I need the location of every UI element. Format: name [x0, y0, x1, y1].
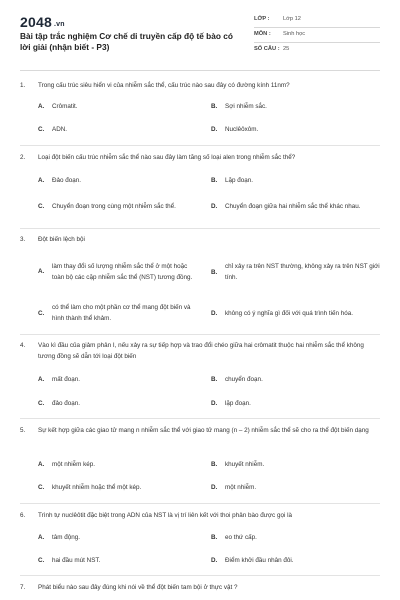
- option-text: khuyết nhiễm.: [225, 461, 265, 468]
- option-letter: A.: [38, 534, 45, 541]
- option-3a[interactable]: [38, 255, 200, 288]
- option-text: Chuyển đoạn giữa hai nhiễm sắc thể khác nhau.: [225, 202, 361, 210]
- option-letter: B.: [211, 177, 218, 184]
- meta-label-count: SỐ CÂU :: [254, 46, 280, 52]
- option-letter: D.: [211, 202, 218, 210]
- option-1c[interactable]: [38, 124, 200, 135]
- option-2a[interactable]: [38, 175, 200, 186]
- question-stem: Trình tự nuclêôtit đặc biệt trong ADN của NST là vị trí liên kết với thoi phân bào được gọi là: [38, 512, 292, 519]
- option-2b[interactable]: [211, 175, 381, 186]
- option-text: Chuyển đoạn trong cùng một nhiễm sắc thể.: [52, 202, 176, 210]
- option-4b[interactable]: [211, 374, 381, 385]
- option-letter: A.: [38, 268, 45, 275]
- option-letter: B.: [211, 461, 218, 468]
- option-1b[interactable]: [211, 101, 381, 112]
- site-logo[interactable]: [20, 14, 65, 30]
- option-text: ADN.: [52, 126, 68, 133]
- logo-main: 2048: [20, 14, 52, 30]
- meta-value-count: 25: [283, 46, 290, 52]
- meta-label-subject: MÔN :: [254, 31, 271, 37]
- logo-suffix: .vn: [53, 21, 65, 28]
- question-1: [20, 80, 380, 91]
- option-text: không có ý nghĩa gì đối với quá trình tiến hóa.: [225, 309, 354, 317]
- option-3c[interactable]: [38, 302, 200, 324]
- option-text: mất đoạn.: [52, 376, 81, 383]
- option-letter: C.: [38, 202, 45, 210]
- option-letter: C.: [38, 126, 45, 133]
- option-letter: B.: [211, 103, 218, 110]
- option-4d[interactable]: [211, 398, 381, 409]
- option-text: tâm động.: [52, 534, 81, 541]
- question-separator: [20, 503, 380, 504]
- option-6a[interactable]: [38, 532, 200, 543]
- option-letter: D.: [211, 484, 218, 491]
- option-text: chỉ xảy ra trên NST thường, không xảy ra trên NST giới tính.: [225, 263, 380, 281]
- question-number: 4.: [20, 342, 26, 349]
- option-letter: A.: [38, 103, 45, 110]
- question-stem: Trong cấu trúc siêu hiển vi của nhiễm sắc thể, cấu trúc nào sau đây có đường kính 11nm?: [38, 82, 290, 89]
- meta-label-class: LỚP :: [254, 16, 270, 22]
- option-letter: A.: [38, 177, 45, 184]
- option-text: một nhiễm kép.: [52, 461, 96, 468]
- option-letter: D.: [211, 557, 218, 564]
- option-letter: D.: [211, 126, 218, 133]
- option-2d[interactable]: [211, 195, 381, 217]
- header-divider: [20, 70, 380, 71]
- worksheet-title: Bài tập trắc nghiệm Cơ chế di truyền cấp độ tế bào có lời giải (nhận biết - P3): [20, 31, 233, 52]
- question-2: [20, 152, 380, 163]
- option-5b[interactable]: [211, 459, 381, 470]
- option-text: eo thứ cấp.: [225, 534, 257, 541]
- option-5c[interactable]: [38, 482, 200, 493]
- question-3: [20, 234, 380, 245]
- question-stem: Phát biểu nào sau đây đúng khi nói về thể đột biến tam bội ở thực vật ?: [38, 584, 238, 591]
- option-text: Sợi nhiễm sắc.: [225, 103, 267, 110]
- option-text: có thể làm cho một phần cơ thể mang đột biến và hình thành thể khảm.: [52, 304, 191, 322]
- option-3d[interactable]: [211, 302, 381, 324]
- option-letter: C.: [38, 309, 45, 317]
- option-5d[interactable]: [211, 482, 381, 493]
- question-number: 5.: [20, 427, 26, 434]
- question-stem: Loại đột biến cấu trúc nhiễm sắc thể nào sau đây làm tăng số loại alen trong nhiễm sắc thể?: [38, 154, 296, 161]
- option-1d[interactable]: [211, 124, 381, 135]
- option-text: Nuclêôxôm.: [225, 126, 259, 133]
- option-letter: A.: [38, 376, 45, 383]
- option-letter: C.: [38, 484, 45, 491]
- question-6: [20, 510, 380, 521]
- option-6c[interactable]: [38, 555, 200, 566]
- question-separator: [20, 334, 380, 335]
- option-text: lặp đoạn.: [225, 400, 251, 407]
- option-2c[interactable]: [38, 195, 200, 217]
- option-1a[interactable]: [38, 101, 200, 112]
- option-text: khuyết nhiễm hoặc thể một kép.: [52, 484, 142, 491]
- option-letter: D.: [211, 309, 218, 317]
- option-4a[interactable]: [38, 374, 200, 385]
- question-7: [20, 582, 380, 593]
- option-letter: B.: [211, 376, 218, 383]
- option-letter: C.: [38, 557, 45, 564]
- option-text: Đảo đoạn.: [52, 177, 82, 184]
- option-letter: B.: [211, 268, 218, 276]
- question-stem: Đột biến lệch bội: [38, 236, 85, 243]
- question-number: 7.: [20, 584, 26, 591]
- option-text: một nhiễm.: [225, 484, 257, 491]
- option-6d[interactable]: [211, 555, 381, 566]
- question-separator: [20, 575, 380, 576]
- option-text: Điểm khởi đầu nhân đôi.: [225, 557, 294, 564]
- option-letter: C.: [38, 400, 45, 407]
- question-separator: [20, 228, 380, 229]
- option-letter: D.: [211, 400, 218, 407]
- option-text: chuyển đoạn.: [225, 376, 263, 383]
- option-3b[interactable]: [211, 261, 381, 283]
- question-number: 3.: [20, 236, 26, 243]
- question-stem: Vào kì đầu của giảm phân I, nếu xảy ra sự tiếp hợp và trao đổi chéo giữa hai crômatit thuộc hai nhiễm sắc thể không tương đồng sẽ dẫn tới loại đột biến: [38, 342, 364, 360]
- question-5: [20, 425, 380, 436]
- option-6b[interactable]: [211, 532, 381, 543]
- option-letter: B.: [211, 534, 218, 541]
- question-stem: Sự kết hợp giữa các giao tử mang n nhiễm sắc thể với giao tử mang (n – 2) nhiễm sắc thể sẽ cho ra thể đột biến dạng: [38, 427, 369, 434]
- option-text: hai đầu mút NST.: [52, 557, 101, 564]
- option-text: làm thay đổi số lượng nhiễm sắc thể ở một hoặc toàn bộ các cặp nhiễm sắc thể (NST) tương đồng.: [52, 262, 193, 281]
- question-separator: [20, 418, 380, 419]
- option-5a[interactable]: [38, 459, 200, 470]
- question-number: 1.: [20, 82, 26, 89]
- question-number: 2.: [20, 154, 26, 161]
- option-text: đảo đoạn.: [52, 400, 81, 407]
- meta-divider: [254, 42, 380, 43]
- question-number: 6.: [20, 512, 26, 519]
- option-text: Lặp đoạn.: [225, 177, 254, 184]
- meta-value-class: Lớp 12: [283, 16, 301, 22]
- option-letter: A.: [38, 461, 45, 468]
- question-separator: [20, 145, 380, 146]
- meta-divider: [254, 27, 380, 28]
- question-4: [20, 340, 380, 362]
- meta-value-subject: Sinh học: [283, 31, 306, 37]
- option-text: Crômatit.: [52, 103, 78, 110]
- option-4c[interactable]: [38, 398, 200, 409]
